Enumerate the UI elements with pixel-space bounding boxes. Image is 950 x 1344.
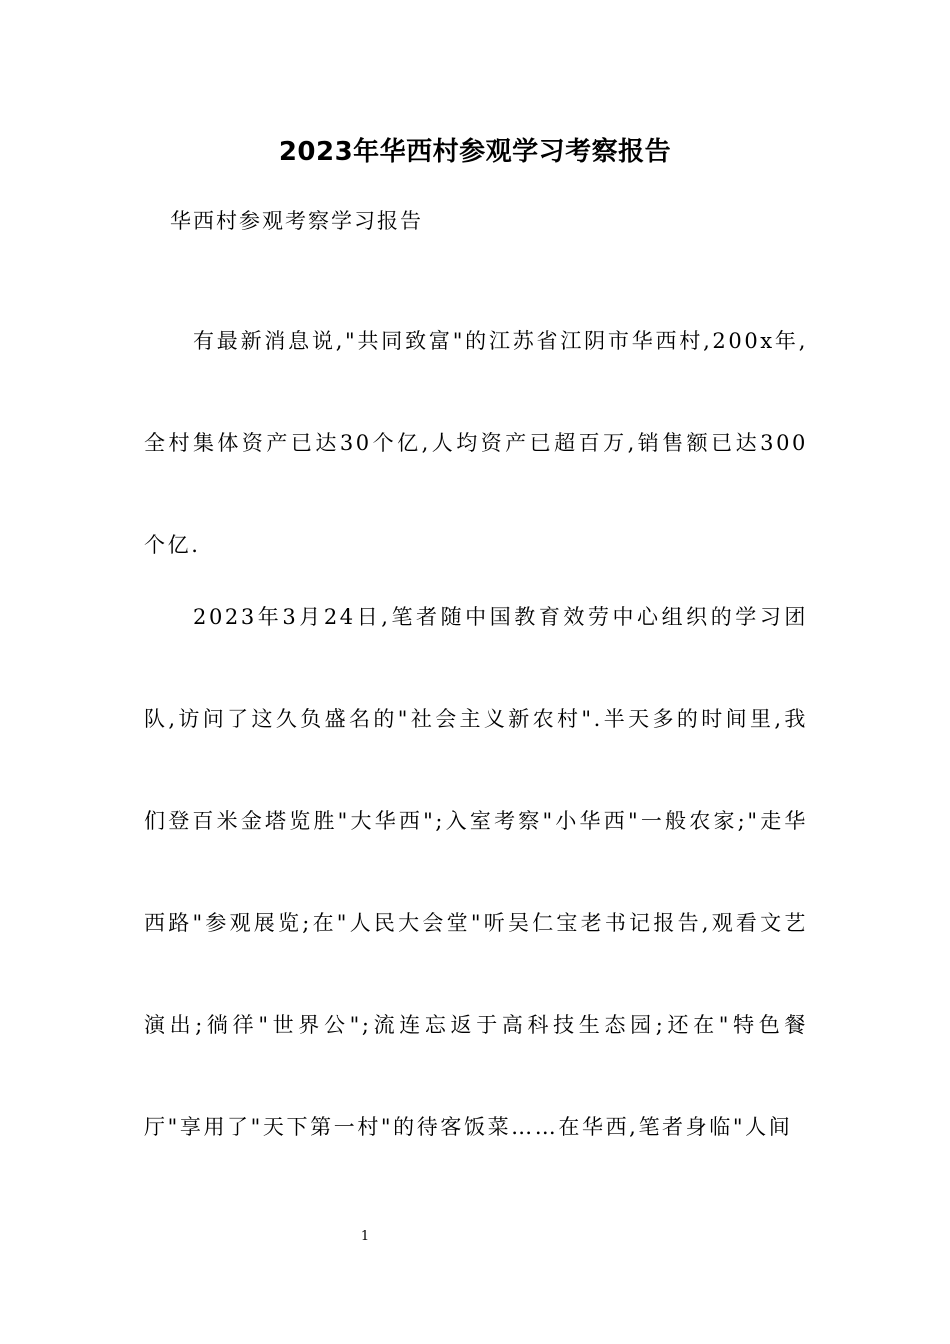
body-paragraph: 有最新消息说,"共同致富"的江苏省江阴市华西村,200x年,全村集体资产已达30个亿,人均资产已超百万,销售额已达300个亿. <box>144 329 808 557</box>
body-paragraph: 2023年3月24日,笔者随中国教育效劳中心组织的学习团队,访问了这久负盛名的"社会主义新农村".半天多的时间里,我们登百米金塔览胜"大华西";入室考察"小华西"一般农家;"走华西路"参观展览;在"人民大会堂"听吴仁宝老书记报告,观看文艺演出;徜徉"世界公";流连忘返于高科技生态园;还在"特色餐厅"享用了"天下第一村"的待客饭菜……在华西,笔者身临"人间 <box>144 605 808 1139</box>
document-subtitle: 华西村参观考察学习报告 <box>170 209 423 233</box>
document-title: 2023年华西村参观学习考察报告 <box>278 137 672 167</box>
page-number: 1 <box>360 1229 370 1244</box>
